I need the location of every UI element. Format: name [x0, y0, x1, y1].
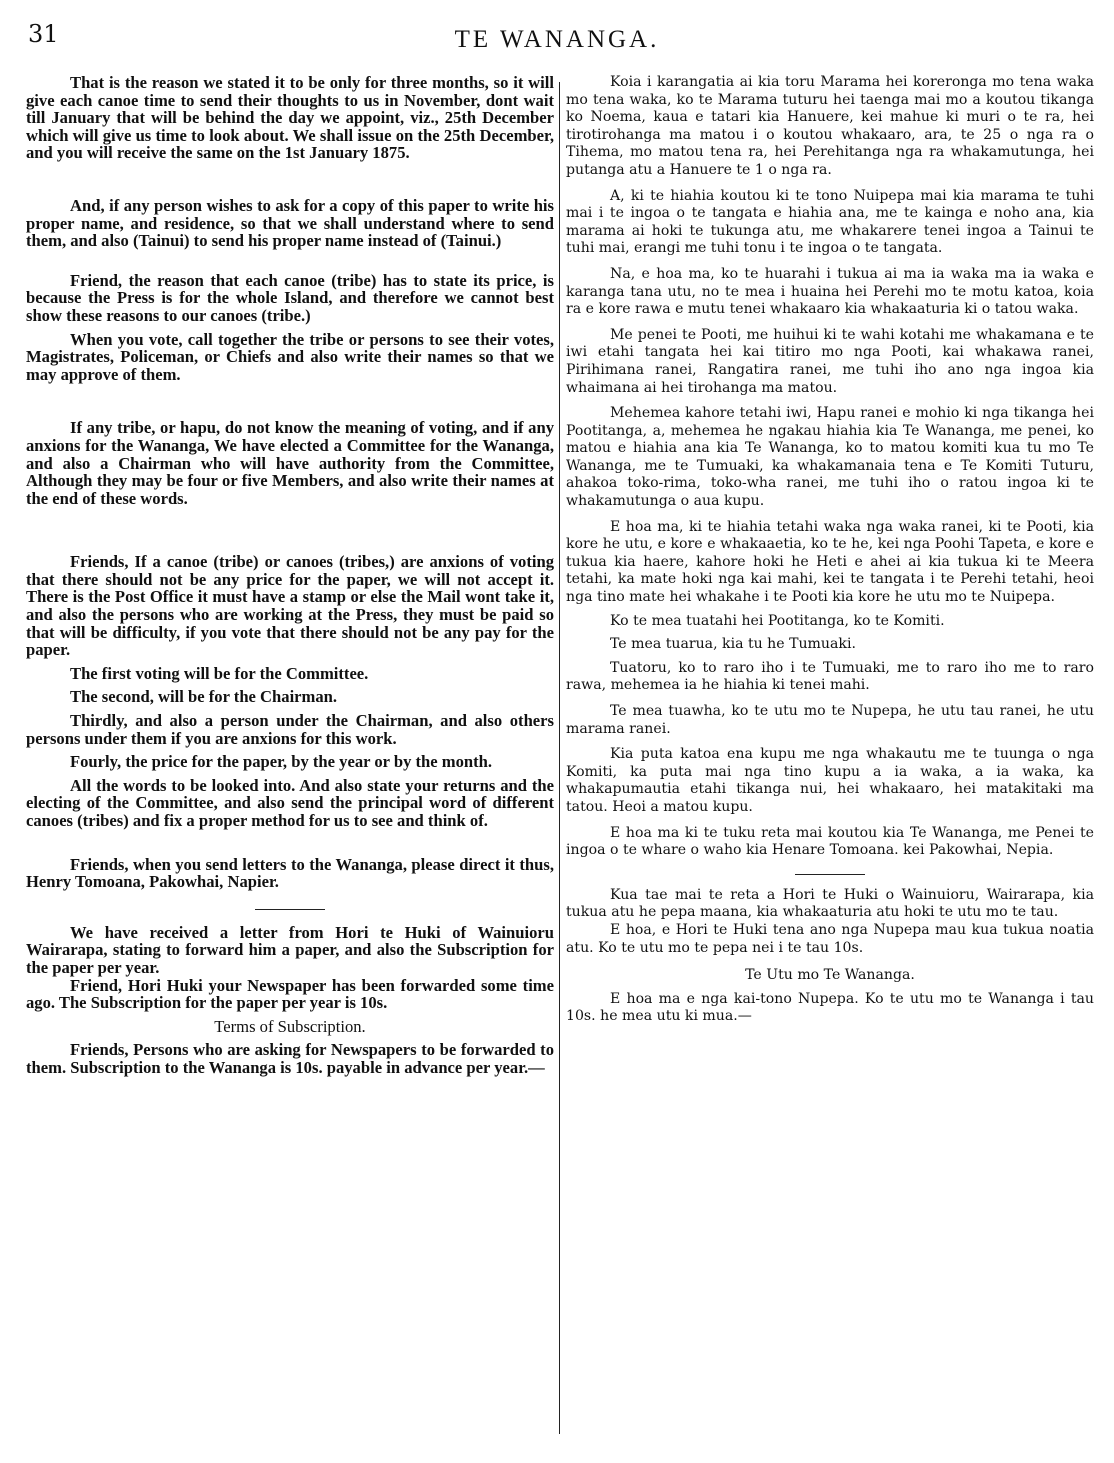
- paragraph: If any tribe, or hapu, do not know the meaning of voting, and if any anxions for the Wananga, We have elected a Committee for the Wananga, and also a Chairman who will have authority from the Committee, Although they may be four or five Members, and also write their names at the end of these words.: [26, 418, 554, 508]
- paragraph: Tuatoru, ko to raro iho i te Tumuaki, me to raro iho me to raro rawa, mehemea ia he hiahia ki tenei mahi.: [566, 659, 1094, 694]
- paragraph: Friends, If a canoe (tribe) or canoes (tribes,) are anxions of voting that there should not be any price for the paper, we will not accept it. There is the Post Office it must have a stamp or else the Mail wont take it, and also the persons who are working at the Press, they must be paid so that will be difficulty, if you vote that there should not be any pay for the paper.: [26, 552, 554, 660]
- paragraph: Friends, Persons who are asking for Newspapers to be forwarded to them. Subscription to the Wananga is 10s. payable in advance per year.—: [26, 1040, 554, 1077]
- paragraph: Kia puta katoa ena kupu me nga whakautu me te tuunga o nga Komiti, ka puta mai nga tino kupu a ia waka, a ia waka, ka whakapumautia etahi tikanga nui, hei whakaaro, hei matakitaki ma tatou. Heoi a matou kupu.: [566, 746, 1094, 815]
- paragraph: Mehemea kahore tetahi iwi, Hapu ranei e mohio ki nga tikanga hei Pootitanga, a, mehemea he ngakau hiahia kia Te Wananga, me penei, ko matou e hiahia ana kia Te Wananga, ko to matou komiti kua tu mo Te Wananga, me te Tumuaki, ka whakamanaia tena e Te Komiti Tuturu, ahakoa toko-rima, toko-wha ranei, me tuhi iho o ratou ingoa ki te whakamutunga o aua kupu.: [566, 405, 1094, 510]
- paragraph: A, ki te hiahia koutou ki te tono Nuipepa mai kia marama te tuhi mai i te ingoa o te tangata e hiahia ana, me te kainga e noho ana, kia marama ai hoki te tukunga atu, me whakarere tenei ingoa a Tainui te tuhi mai, erangi me tuhi tonu i te ingoa o te tangata.: [566, 187, 1094, 257]
- page-number: 31: [28, 20, 59, 48]
- paragraph: Te mea tuarua, kia tu he Tumuaki.: [610, 636, 856, 653]
- paragraph: Na, e hoa ma, ko te huarahi i tukua ai ma ia waka ma ia waka e karanga tana utu, no te mea i huaina hei Perehi mo te motu katoa, koia ra e kore rawa e mutu tenei whakaaro kia whakaaturia ki o tatou waka.: [566, 265, 1094, 318]
- paragraph: Me penei te Pooti, me huihui ki te wahi kotahi me whakamana e te iwi etahi tangata hei kai titiro mo nga Pooti, kai whakawa ranei, Pirihimana ranei, Rangatira ranei, me tuhi iho ano nga ingoa kia whaimana ai hei tirohanga ma matou.: [566, 326, 1094, 396]
- subscription-heading: Te Utu mo Te Wananga.: [745, 967, 915, 984]
- column-divider: [559, 82, 560, 1434]
- paragraph: Ko te mea tuatahi hei Pootitanga, ko te Komiti.: [610, 612, 945, 629]
- subscription-heading: Terms of Subscription.: [214, 1016, 366, 1036]
- english-column: [26, 74, 554, 1077]
- paragraph: Thirdly, and also a person under the Chairman, and also others persons under them if you are anxions for this work.: [26, 711, 554, 748]
- paragraph: Friend, the reason that each canoe (tribe) has to state its price, is because the Press is for the whole Island, and therefore we cannot best show these reasons to our canoes (tribe.): [26, 270, 554, 325]
- paragraph: E hoa ma, ki te hiahia tetahi waka nga waka ranei, ki te Pooti, kia kore he utu, e kore e whakaaetia, ko te he, kei nga Poohi Tapeta, e kore e tukua kia haere, kahore hoki he Heti e ahei ai kia tukua ki te Meera tetahi, ka mate hoki nga kai mahi, kei te tangata i te Perehi tetahi, heoi nga tino mate hei whakahe i te Pooti kia kore he utu mo te Nuipepa.: [566, 518, 1094, 606]
- masthead-title: TE WANANGA.: [454, 26, 660, 53]
- paragraph: Friends, when you send letters to the Wananga, please direct it thus, Henry Tomoana, Pakowhai, Napier.: [26, 854, 554, 892]
- paragraph: E hoa, e Hori te Huki tena ano nga Nupepa mau kua tukua noatia atu. Ko te utu mo te pepa nei i te tau 10s.: [566, 921, 1094, 956]
- paragraph: The first voting will be for the Committee.: [70, 663, 369, 683]
- section-rule: [795, 874, 865, 875]
- paragraph: Koia i karangatia ai kia toru Marama hei koreronga mo tena waka mo tena waka, ko te Marama tuturu hei taenga mai mo a koutou tikanga ko Noema, kaua e tatari kia Hanuere, kei mahue ki muri o te ra, hei tirotirohanga ma matou i o koutou whakaaro, ara, te 25 o nga ra o Tihema, mo matou tena ra, hei Perehitanga nga ra whakamutunga, hei putanga atu a Hanuere te 1 o nga ra.: [566, 74, 1094, 178]
- paragraph: And, if any person wishes to ask for a copy of this paper to write his proper name, and residence, so that we shall understand where to send them, and also (Tainui) to send his proper name instead of (Tainui.): [26, 195, 554, 251]
- maori-column: [566, 74, 1094, 1026]
- section-rule: [255, 909, 325, 910]
- paragraph: When you vote, call together the tribe or persons to see their votes, Magistrates, Policeman, or Chiefs and also write their names so that we may approve of them.: [26, 329, 554, 384]
- paragraph: Kua tae mai te reta a Hori te Huki o Wainuioru, Wairarapa, kia tukua atu he pepa maana, kia whakaaturia atu hoki te utu mo te tau.: [566, 886, 1094, 921]
- paragraph: We have received a letter from Hori te Huki of Wainuioru Wairarapa, stating to forward him a paper, and also the Subscription for the paper per year.: [26, 922, 554, 977]
- paragraph: E hoa ma ki te tuku reta mai koutou kia Te Wananga, me Penei te ingoa o te whare o waho kia Henare Tomoana. kei Pakowhai, Nepia.: [566, 824, 1094, 859]
- paragraph: Friend, Hori Huki your Newspaper has been forwarded some time ago. The Subscription for the paper per year is 10s.: [26, 975, 554, 1013]
- paragraph: That is the reason we stated it to be only for three months, so it will give each canoe time to send their thoughts to us in November, dont wait till January that will be behind the day we appoint, viz., 25th December which will give us time to look about. We shall issue on the 25th December, and you will receive the same on the 1st January 1875.: [26, 73, 554, 163]
- paragraph: Te mea tuawha, ko te utu mo te Nupepa, he utu tau ranei, he utu marama ranei.: [566, 703, 1094, 737]
- paragraph: The second, will be for the Chairman.: [70, 687, 338, 707]
- paragraph: E hoa ma e nga kai-tono Nupepa. Ko te utu mo te Wananga i tau 10s. he mea utu ki mua.—: [566, 990, 1094, 1025]
- paragraph: Fourly, the price for the paper, by the year or by the month.: [70, 752, 493, 772]
- paragraph: All the words to be looked into. And also state your returns and the electing of the Committee, and also send the principal word of different canoes (tribes) and fix a proper method for us to see and think of.: [26, 775, 554, 830]
